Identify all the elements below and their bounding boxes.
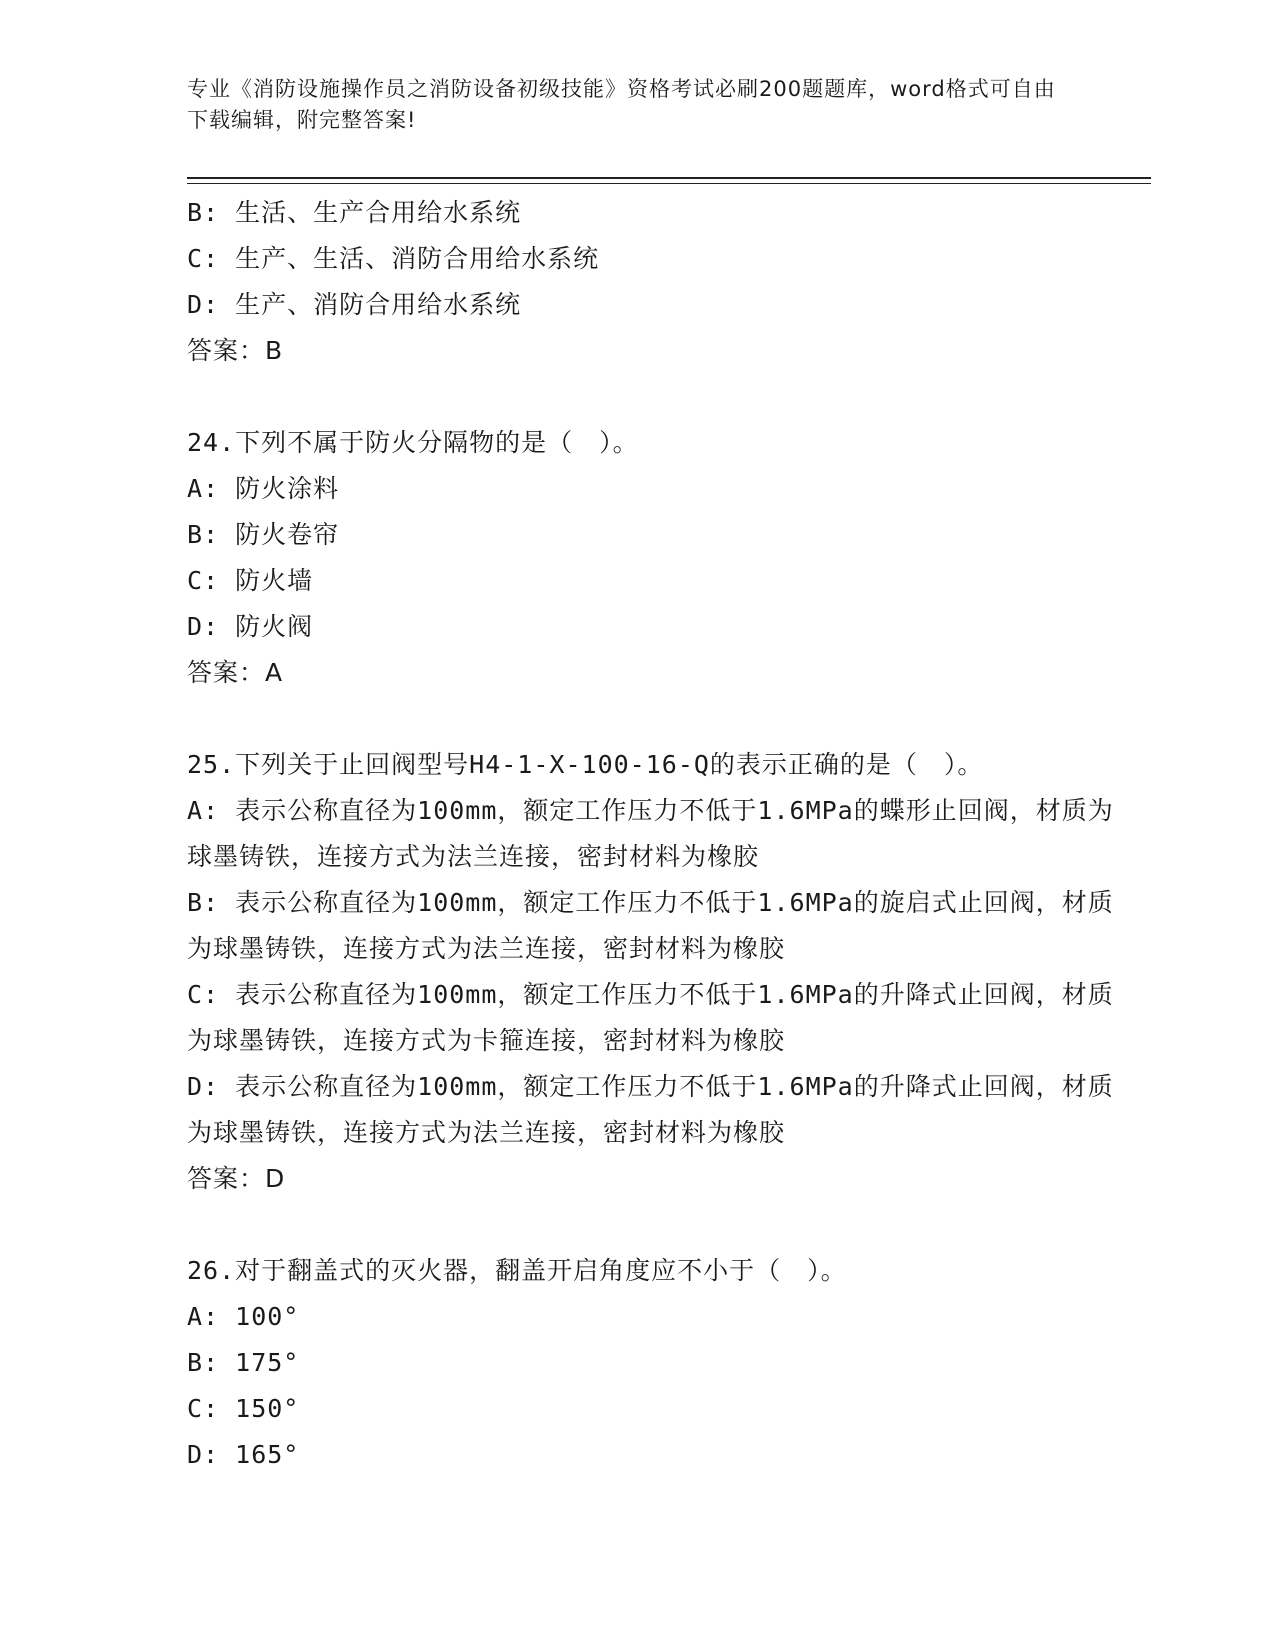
question-stem: 24.下列不属于防火分隔物的是（ ）。 bbox=[187, 428, 639, 457]
answer-line: 答案：A bbox=[187, 658, 284, 687]
header-divider-thin bbox=[187, 183, 1151, 184]
question-25 bbox=[187, 742, 1117, 1202]
question-23-tail bbox=[187, 190, 1117, 374]
question-content bbox=[187, 190, 1117, 1478]
option-b: B: 175° bbox=[187, 1348, 300, 1377]
option-d: D: 165° bbox=[187, 1440, 300, 1469]
header-divider-thick bbox=[187, 177, 1151, 179]
option-a: A: 防火涂料 bbox=[187, 474, 340, 503]
document-header: 专业《消防设施操作员之消防设备初级技能》资格考试必刷200题题库，word格式可自由下载编辑，附完整答案! bbox=[187, 77, 1056, 132]
answer-line: 答案：D bbox=[187, 1164, 286, 1193]
spacer bbox=[187, 696, 1117, 742]
option-c: C: 生产、生活、消防合用给水系统 bbox=[187, 244, 600, 273]
question-24 bbox=[187, 420, 1117, 696]
option-a: A: 100° bbox=[187, 1302, 300, 1331]
question-stem: 26.对于翻盖式的灭火器，翻盖开启角度应不小于（ ）。 bbox=[187, 1256, 847, 1285]
option-d: D: 防火阀 bbox=[187, 612, 314, 641]
answer-line: 答案：B bbox=[187, 336, 284, 365]
option-c: C: 防火墙 bbox=[187, 566, 314, 595]
option-d: D: 表示公称直径为100mm，额定工作压力不低于1.6MPa的升降式止回阀，材质为球墨铸铁，连接方式为法兰连接，密封材料为橡胶 bbox=[187, 1072, 1114, 1147]
option-b: B: 生活、生产合用给水系统 bbox=[187, 198, 522, 227]
option-c: C: 150° bbox=[187, 1394, 300, 1423]
option-b: B: 防火卷帘 bbox=[187, 520, 340, 549]
option-c: C: 表示公称直径为100mm，额定工作压力不低于1.6MPa的升降式止回阀，材质为球墨铸铁，连接方式为卡箍连接，密封材料为橡胶 bbox=[187, 980, 1114, 1055]
question-26 bbox=[187, 1248, 1117, 1478]
option-b: B: 表示公称直径为100mm，额定工作压力不低于1.6MPa的旋启式止回阀，材质为球墨铸铁，连接方式为法兰连接，密封材料为橡胶 bbox=[187, 888, 1114, 963]
option-d: D: 生产、消防合用给水系统 bbox=[187, 290, 522, 319]
spacer bbox=[187, 1202, 1117, 1248]
question-stem: 25.下列关于止回阀型号H4-1-X-100-16-Q的表示正确的是（ ）。 bbox=[187, 750, 984, 779]
option-a: A: 表示公称直径为100mm，额定工作压力不低于1.6MPa的蝶形止回阀，材质为球墨铸铁，连接方式为法兰连接，密封材料为橡胶 bbox=[187, 796, 1114, 871]
spacer bbox=[187, 374, 1117, 420]
